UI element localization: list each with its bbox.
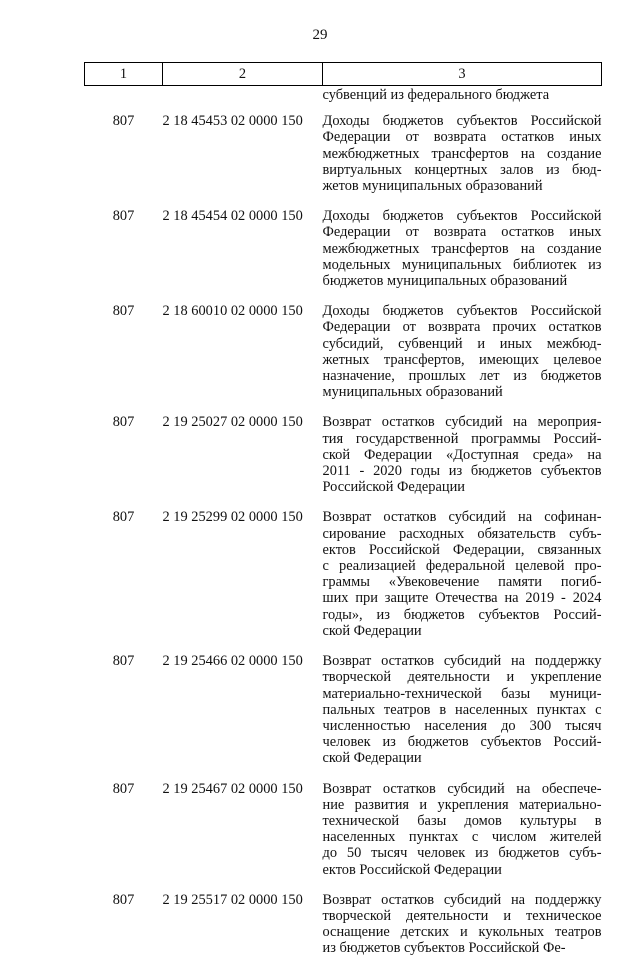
description-line: Возврат остатков субсидий на мероприя- [322,414,602,431]
description-line: человек из бюджетов субъектов Россий- [322,734,602,751]
income-description [323,878,602,957]
admin-code: 807 [112,891,135,908]
table-row [85,194,602,289]
income-description [323,103,602,194]
description-line: назначение, прошлых лет из бюджетов [322,368,602,385]
kbk-code: 2 19 25467 02 0000 150 [162,780,303,797]
description-line: Возврат остатков субсидий на обеспече- [322,780,602,797]
description-line: Доходы бюджетов субъектов Российской [322,113,602,130]
description-line: численностью населения до 300 тысяч [322,717,602,734]
income-description [323,639,602,766]
header-col-1: 1 [85,63,163,86]
description-line: бюджетов муниципальных образований [322,273,568,290]
continuation-row [85,86,602,104]
admin-code: 807 [112,113,135,130]
income-description [323,289,602,400]
description-line: межбюджетных трансфертов на создание [322,240,602,257]
admin-code: 807 [112,208,135,225]
kbk-code: 2 18 45453 02 0000 150 [162,113,303,130]
description-line: населенных пунктах с числом жителей [322,829,602,846]
continuation-text [323,86,602,104]
description-line: из бюджетов субъектов Российской Фе- [322,940,566,957]
table-row [85,495,602,639]
description-line: ектов Российской Федерации [322,861,502,878]
description-line: Федерации от возврата прочих остатков [322,319,602,336]
description-line: Доходы бюджетов субъектов Российской [322,303,602,320]
description-line: пальных театров в населенных пунктах с [322,701,602,718]
kbk-code: 2 19 25299 02 0000 150 [162,509,303,526]
description-line: межбюджетных трансфертов на создание [322,145,602,162]
admin-code: 807 [112,303,135,320]
description-line: жетов муниципальных образований [322,178,543,195]
description-line: Возврат остатков субсидий на софинан- [322,509,602,526]
description-line: ние развития и укрепления материально- [322,796,602,813]
kbk-code: 2 18 45454 02 0000 150 [162,208,303,225]
table-row [85,289,602,400]
table-row [85,400,602,495]
description-line: субвенций из федерального бюджета [322,87,550,103]
description-line: модельных муниципальных библиотек из [322,256,602,273]
description-line: оснащение детских и кукольных театров [322,924,602,941]
description-line: творческой деятельности и укрепление [322,669,602,686]
description-line: с реализацией федеральной целевой про- [322,558,602,575]
description-line: тия государственной программы Россий- [322,430,602,447]
description-line: Федерации от возврата остатков иных [322,224,602,241]
income-description [323,495,602,639]
income-description [323,400,602,495]
budget-classification-table [84,62,602,957]
admin-code: 807 [112,780,135,797]
description-line: жетных трансфертов, имеющих целевое [322,351,602,368]
table-row [85,639,602,766]
admin-code: 807 [112,509,135,526]
description-line: материально-технической базы муници- [322,685,602,702]
description-line: ской Федерации [322,622,422,639]
admin-code: 807 [112,414,135,431]
description-line: ших при защите Отечества на 2019 - 2024 [322,590,602,607]
description-line: Российской Федерации [322,479,465,496]
description-line: до 50 тысяч человек из бюджетов субъ- [322,845,602,862]
description-line: Доходы бюджетов субъектов Российской [322,208,602,225]
description-line: субсидий, субвенций и иных межбюд- [322,335,602,352]
income-description [323,767,602,878]
table-row [85,103,602,194]
description-line: Возврат остатков субсидий на поддержку [322,653,602,670]
kbk-code: 2 19 25027 02 0000 150 [162,414,303,431]
description-line: сирование расходных обязательств субъ- [322,525,602,542]
description-line: муниципальных образований [322,384,503,401]
description-line: Возврат остатков субсидий на поддержку [322,891,602,908]
kbk-code: 2 18 60010 02 0000 150 [162,303,303,320]
table-row [85,767,602,878]
table-row [85,878,602,957]
description-line: граммы «Увековечение памяти погиб- [322,574,602,591]
description-line: ской Федерации [322,750,422,767]
description-line: технической базы домов культуры в [322,812,602,829]
description-line: годы», из бюджетов субъектов Россий- [322,606,602,623]
kbk-code: 2 19 25517 02 0000 150 [162,891,303,908]
admin-code: 807 [112,653,135,670]
header-col-3: 3 [323,63,602,86]
description-line: ской Федерации «Доступная среда» на [322,446,602,463]
description-line: творческой деятельности и техническое [322,907,602,924]
description-line: Федерации от возврата остатков иных [322,129,602,146]
page-number: 29 [312,27,328,43]
kbk-code: 2 19 25466 02 0000 150 [162,653,303,670]
description-line: виртуальных концертных залов из бюд- [322,161,602,178]
income-description [323,194,602,289]
header-col-2: 2 [163,63,323,86]
description-line: ектов Российской Федерации, связанных [322,541,602,558]
table-header-row [85,63,602,86]
description-line: 2011 - 2020 годы из бюджетов субъектов [322,463,602,480]
